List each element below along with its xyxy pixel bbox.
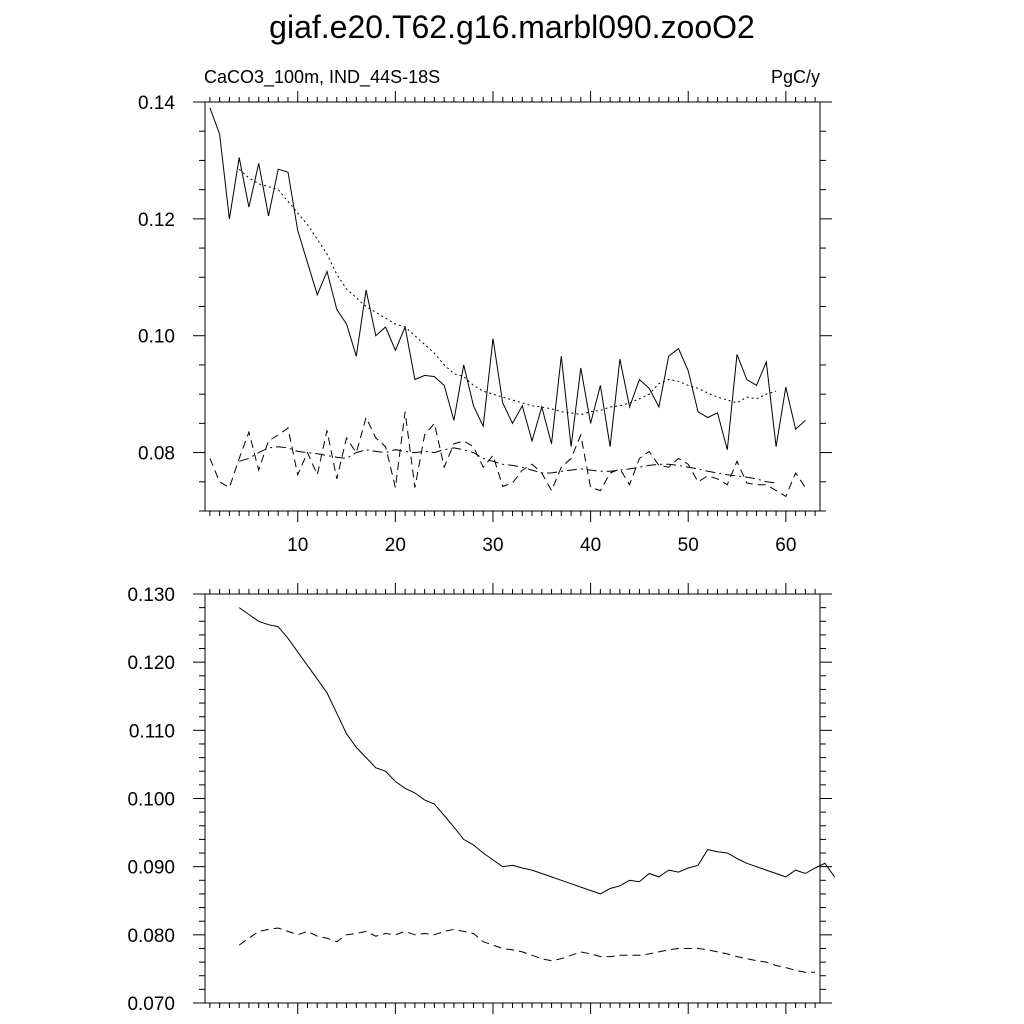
x-tick-label: 50 [677,535,699,556]
y-tick-label: 0.090 [127,857,175,879]
top-series-solid-line [210,108,806,450]
chart-title: giaf.e20.T62.g16.marbl090.zooO2 [269,9,755,45]
bottom-panel [127,583,834,1015]
y-tick-label: 0.12 [138,209,175,231]
y-tick-label: 0.10 [138,326,175,348]
x-tick-label: 30 [482,535,504,556]
y-tick-label: 0.08 [138,443,175,465]
y-tick-label: 0.120 [127,653,175,675]
top-series-dotted-line [239,169,776,414]
x-tick-label: 20 [384,535,406,556]
x-tick-label: 60 [775,535,797,556]
y-tick-label: 0.14 [138,93,175,114]
x-tick-label: 40 [580,535,602,556]
bottom-series-dashed-line [239,928,815,972]
y-tick-label: 0.080 [127,925,175,947]
top-series-dashed-line [210,412,806,497]
bottom-plot-frame [205,594,820,1003]
x-tick-label: 10 [287,535,309,556]
top-right-label: PgC/y [770,67,820,87]
y-tick-label: 0.100 [127,789,175,811]
top-panel [138,67,832,556]
y-tick-label: 0.130 [127,585,175,606]
bottom-series-solid-line [239,608,834,894]
y-tick-label: 0.110 [128,721,175,743]
y-tick-label: 0.070 [127,994,175,1015]
top-left-label: CaCO3_100m, IND_44S-18S [204,67,441,87]
